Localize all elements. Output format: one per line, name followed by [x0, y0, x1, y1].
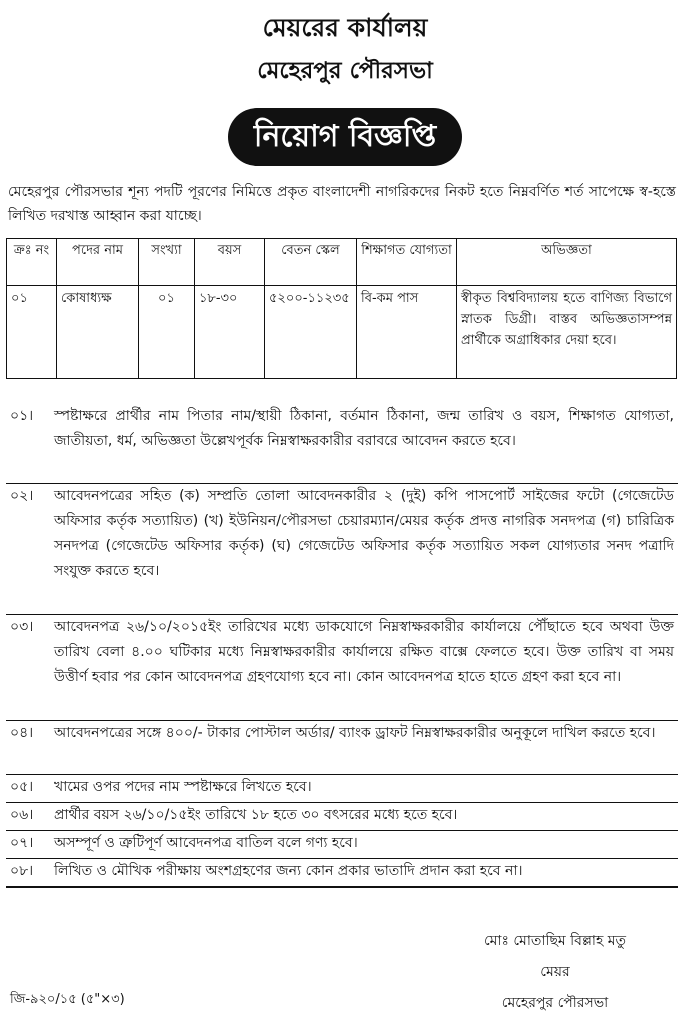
office-title: মেয়রের কার্যালয়: [262, 13, 428, 42]
table-header-row: [7, 239, 677, 286]
post-table: [6, 238, 677, 379]
condition-text: আবেদনপত্র ২৬/১০/২০১৫ইং তারিখের মধ্যে ডাকযোগে নিম্নস্বাক্ষরকারীর কার্যালয়ে পৌঁছাতে হবে অথবা উক্ত তারিখ বেলা ৪.০০ ঘটিকার মধ্যে নিম্নস্বাক্ষরকারীর কার্যালয়ে রক্ষিত বাক্সে ফেলতে হবে। উক্ত তারিখ বা সময় উত্তীর্ণ হবার পর কোন আবেদনপত্র গ্রহণযোগ্য হবে না। কোন আবেদনপত্র হাতে হাতে গ্রহণ করা হবে না।: [54, 619, 674, 685]
list-item: [6, 484, 678, 615]
condition-text: লিখিত ও মৌখিক পরীক্ষায় অংশগ্রহণের জন্য কোন প্রকার ভাতাদি প্রদান করা হবে না।: [54, 863, 523, 879]
condition-text: আবেদনপত্রের সহিত (ক) সম্প্রতি তোলা আবেদনকারীর ২ (দুই) কপি পাসপোর্ট সাইজের ফটো (গেজেটেড অফিসার কর্তৃক সত্যায়িত) (খ) ইউনিয়ন/পৌরসভা চেয়ারম্যান/মেয়র কর্তৃক প্রদত্ত নাগরিক সনদপত্র (গ) চারিত্রিক সনদপত্র (গেজেটেড অফিসার কর্তৃক) (ঘ) গেজেটেড অফিসার কর্তৃক সত্যায়িত সকল যোগ্যতার সনদ পত্রাদি সংযুক্ত করতে হবে।: [54, 488, 674, 579]
signatory-designation: মেয়র: [540, 964, 570, 980]
condition-text: অসম্পূর্ণ ও ত্রুটিপূর্ণ আবেদনপত্র বাতিল বলে গণ্য হবে।: [54, 835, 358, 851]
signatory-organization: মেহেরপুর পৌরসভা: [501, 995, 609, 1011]
cell-serial: ০১: [7, 286, 57, 379]
cell-count: ০১: [139, 286, 195, 379]
condition-number: ০৮।: [10, 863, 34, 879]
list-item: [6, 404, 678, 484]
condition-number: ০৪।: [10, 725, 34, 741]
condition-number: ০৫।: [10, 779, 34, 795]
column-header-pay-scale: বেতন স্কেল: [265, 239, 357, 286]
condition-number: ০৭।: [10, 835, 34, 851]
cell-experience: স্বীকৃত বিশ্ববিদ্যালয় হতে বাণিজ্য বিভাগে স্নাতক ডিগ্রী। বাস্তব অভিজ্ঞতাসম্পন্ন প্রার্থীকে অগ্রাধিকার দেয়া হবে।: [457, 286, 677, 379]
intro-paragraph: মেহেরপুর পৌরসভার শূন্য পদটি পূরণের নিমিত্তে প্রকৃত বাংলাদেশী নাগরিকদের নিকট হতে নিম্নবর্ণিত শর্ত সাপেক্ষে স্ব-হস্তে লিখিত দরখাস্ত আহ্বান করা যাচ্ছে।: [8, 184, 676, 224]
headline-banner: [0, 108, 690, 166]
condition-text: আবেদনপত্রের সঙ্গে ৪০০/- টাকার পোস্টাল অর্ডার/ ব্যাংক ড্রাফট নিম্নস্বাক্ষরকারীর অনুকূলে দাখিল করতে হবে।: [54, 725, 656, 741]
condition-number: ০৬।: [10, 807, 34, 823]
condition-text: স্পষ্টাক্ষরে প্রার্থীর নাম পিতার নাম/স্থায়ী ঠিকানা, বর্তমান ঠিকানা, জন্ম তারিখ ও বয়স, শিক্ষাগত যোগ্যতা, জাতীয়তা, ধর্ম, অভিজ্ঞতা উল্লেখপূর্বক নিম্নস্বাক্ষরকারীর বরাবরে আবেদন করতে হবে।: [54, 408, 674, 449]
list-item: [6, 615, 678, 721]
column-header-age: বয়স: [195, 239, 265, 286]
list-item: [6, 859, 678, 888]
signatory-name: মোঃ মোতাছিম বিল্লাহ মতু: [483, 933, 627, 949]
table-row: [7, 286, 677, 379]
list-item: [6, 803, 678, 831]
cell-pay-scale: ৫২০০-১১২৩৫: [265, 286, 357, 379]
column-header-experience: অভিজ্ঞতা: [457, 239, 677, 286]
column-header-serial: ক্রঃ নং: [7, 239, 57, 286]
cell-age: ১৮-৩০: [195, 286, 265, 379]
condition-text: খামের ওপর পদের নাম স্পষ্টাক্ষরে লিখতে হবে।: [54, 779, 312, 795]
column-header-education: শিক্ষাগত যোগ্যতা: [357, 239, 457, 286]
signature-block: [430, 926, 680, 1019]
conditions-list: [6, 404, 678, 888]
organization-title: মেহেরপুর পৌরসভা: [257, 57, 433, 84]
reference-code: জি-৯২০/১৫ (৫"×৩): [10, 992, 125, 1007]
condition-text: প্রার্থীর বয়স ২৬/১০/১৫ইং তারিখে ১৮ হতে ৩০ বৎসরের মধ্যে হতে হবে।: [54, 807, 458, 823]
list-item: [6, 721, 678, 775]
list-item: [6, 775, 678, 803]
cell-education: বি-কম পাস: [357, 286, 457, 379]
cell-post: কোষাধ্যক্ষ: [57, 286, 139, 379]
list-item: [6, 831, 678, 859]
condition-number: ০১।: [10, 408, 34, 424]
column-header-post: পদের নাম: [57, 239, 139, 286]
condition-number: ০২।: [10, 488, 34, 504]
notice-headline: নিয়োগ বিজ্ঞপ্তি: [228, 108, 462, 166]
column-header-count: সংখ্যা: [139, 239, 195, 286]
condition-number: ০৩।: [10, 619, 34, 635]
